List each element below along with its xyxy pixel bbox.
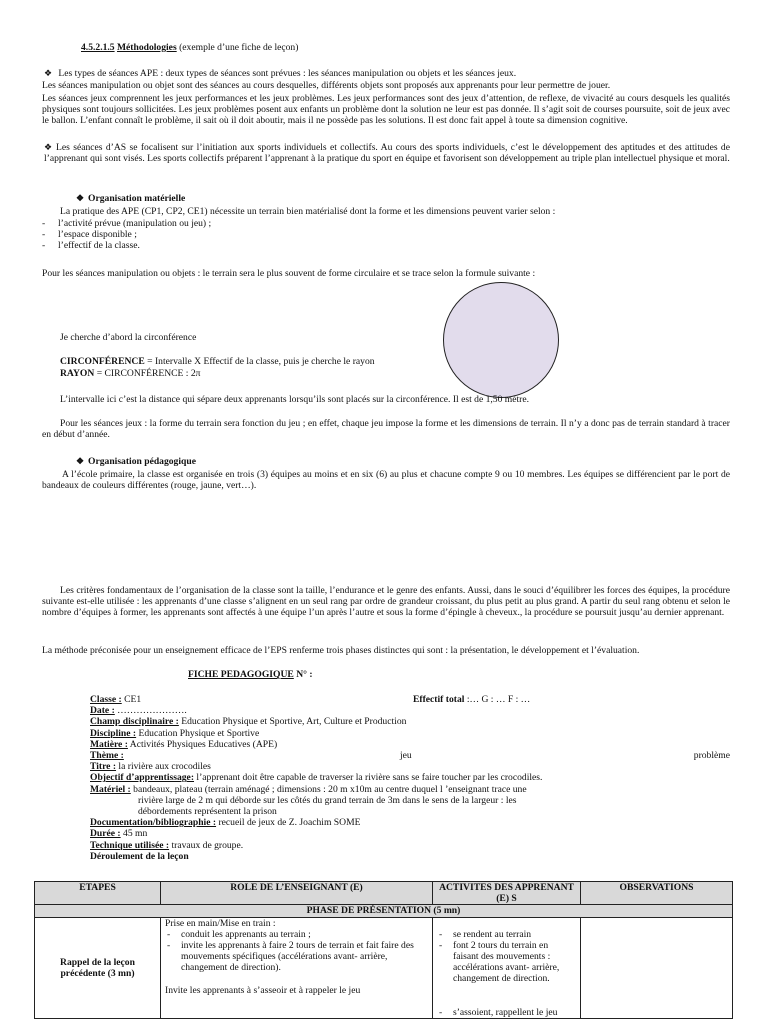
col-header-activites: ACTIVITES DES APPRENANT (E) S [433, 882, 581, 905]
col-header-observations: OBSERVATIONS [581, 882, 733, 905]
table-row [35, 917, 733, 1018]
row-label-rappel: Rappel de la leçon précédente (3 mn) [35, 917, 161, 1018]
list-item: - font 2 tours du terrain en faisant des mouvements : accélérations avant- arrière, changement de direction. [437, 940, 576, 985]
table-header-row [35, 882, 733, 905]
list-item: - s’assoient, rappellent le jeu [437, 1007, 576, 1018]
org-materielle-title: ❖ Organisation matérielle [76, 193, 186, 204]
fiche-title: FICHE PEDAGOGIQUE N° : [188, 669, 313, 680]
list-item: - se rendent au terrain [437, 929, 576, 940]
fiche-materiel-line2: rivière large de 2 m qui déborde sur les côtés du grand terrain de 3m dans le sens de la largeur : les [138, 794, 517, 806]
paragraph-circonference: Je cherche d’abord la circonférence [60, 332, 197, 343]
col-header-etapes: ETAPES [35, 882, 161, 905]
terrain-circle-diagram [443, 282, 559, 398]
section-number: 4.5.2.1.5 [81, 42, 115, 53]
paragraph-intervalle: L’intervalle ici c’est la distance qui sépare deux apprenants lorsqu’ils sont placés sur la circonférence. Il est de 1,50 mètre. [60, 394, 530, 405]
section-subtitle: (exemple d’une fiche de leçon) [179, 42, 299, 53]
paragraph-jeux-terrain: Pour les séances jeux : la forme du terrain sera fonction du jeu ; en effet, chaque jeu impose la forme et les dimensions de terrain. Il n’y a donc pas de terrain standard à tracer en début d’année. [42, 418, 730, 441]
bullet-types-seances [44, 68, 516, 79]
fiche-duree-row: Durée : 45 mn [90, 828, 148, 840]
paragraph-methode: La méthode préconisée pour un enseignement efficace de l’EPS renferme trois phases distinctes qui sont : la présentation, le développement et l’évaluation. [42, 645, 640, 656]
fiche-matiere-row: Matière : Activités Physiques Educatives (APE) [90, 738, 278, 750]
bullet-sports [44, 142, 730, 164]
fiche-materiel-row: Matériel : bandeaux, plateau (terrain aménagé ; dimensions : 20 m x10m au centre duquel l ’enseignant trace une [90, 783, 527, 795]
paragraph-terrain: Pour les séances manipulation ou objets : le terrain sera le plus souvent de forme circulaire et se trace selon la formule suivante : [42, 268, 536, 279]
list-item: - invite les apprenants à faire 2 tours de terrain et fait faire des mouvements spécifiques (accélérations avant- arrière, changement de direction). [165, 940, 428, 974]
section-heading [81, 42, 298, 53]
diamond-bullet-icon: ❖ [44, 142, 53, 152]
list-item: - conduit les apprenants au terrain ; [165, 929, 428, 940]
fiche-discipline-row: Discipline : Education Physique et Sportive [90, 727, 260, 739]
list-item: - l’activité prévue (manipulation ou jeu) ; [42, 218, 212, 229]
row-student-activities [433, 917, 581, 1018]
col-header-role-enseignant: ROLE DE L’ENSEIGNANT (E) [161, 882, 433, 905]
paragraph-manipulation: Les séances manipulation ou objet sont des séances au cours desquelles, différents objets sont proposés aux apprenants pour leur permettre de jouer. [42, 80, 611, 91]
diamond-bullet-icon: ❖ [76, 193, 85, 203]
fiche-date-row: Date : …………………. [90, 705, 187, 717]
fiche-classe-row: Classe : CE1 Effectif total :… G : … F : … [90, 694, 531, 705]
paragraph-jeux: Les séances jeux comprennent les jeux performances et les jeux problèmes. Les jeux performances sont des jeux d’attention, de reflexe, de vivacité au cours desquels les qualités physiques sont toujours sollicitées. Les jeux problèmes posent aux enfants un problème dont la solution ne leur est pas donnée. Il s’agit soit de courses poursuite, soit de jeux avec le ballon. L’enfant connaît le problème, il sait où il doit aboutir, mais il ne possède pas les solutions. Il est donc fait appel à toute sa dimension cognitive. [42, 93, 730, 127]
fiche-champ-row: Champ disciplinaire : Education Physique et Sportive, Art, Culture et Production [90, 716, 407, 728]
row-teacher-role: Prise en main/Mise en train : - conduit les apprenants au terrain ; - invite les apprenants à faire 2 tours de terrain et fait faire des mouvements spécifiques (accélérations avant- arrière, changement de direction). Invite les apprenants à s’asseoir et à rappeler le jeu [161, 917, 433, 1018]
paragraph-equipes: A l’école primaire, la classe est organisée en trois (3) équipes au moins et en six (6) au plus et chacune compte 9 ou 10 membres. Les équipes se différencient par le port de bandeaux de couleurs différentes (rouge, jaune, vert…). [42, 469, 730, 492]
table-phase-row [35, 905, 733, 917]
org-materielle-list [42, 218, 211, 252]
list-item: - l’espace disponible ; [42, 229, 137, 241]
fiche-doc-row: Documentation/bibliographie : recueil de jeux de Z. Joachim SOME [90, 817, 361, 829]
bullet-text: Les séances d’AS se focalisent sur l’initiation aux sports individuels et collectifs. Au cours des sports individuels, c’est le développement des aptitudes et des attitudes de l’apprenant qui sont visés. Les sports collectifs préparent l’apprenant à la pratique du sport en équipe et favorisent son développement au triple plan intellectuel physique et moral. [44, 142, 730, 165]
paragraph-criteres: Les critères fondamentaux de l’organisation de la classe sont la taille, l’endurance et le genre des enfants. Aussi, dans le souci d’équilibrer les forces des équipes, la procédure suivante est-elle utilisée : les apprenants d’une classe s’alignent en un seul rang par ordre de grandeur croissant, du plus petit au plus grand. A partir du seul rang obtenu et selon le nombre d’équipes à former, les apprenants sont affectés à une équipe l’un après l’autre et sous la forme d’épingle à cheveux., la procédure se poursuit jusqu’au dernier apprenant. [42, 585, 730, 619]
fiche-objectif-row: Objectif d’apprentissage: l’apprenant doit être capable de traverser la rivière sans se faire toucher par les crocodiles. [90, 772, 543, 784]
section-title: Méthodologies [116, 42, 177, 53]
fiche-details [90, 694, 730, 862]
fiche-deroulement-label: Déroulement de la leçon [90, 850, 189, 862]
org-materielle-intro: La pratique des APE (CP1, CP2, CE1) nécessite un terrain bien matérialisé dont la forme et les dimensions peuvent varier selon : [60, 206, 556, 217]
fiche-titre-row: Titre : la rivière aux crocodiles [90, 761, 211, 773]
row-observations [581, 917, 733, 1018]
list-item: - l’effectif de la classe. [42, 240, 140, 252]
formula-circonference: CIRCONFÉRENCE = Intervalle X Effectif de la classe, puis je cherche le rayon [60, 356, 375, 367]
phase-presentation: PHASE DE PRÉSENTATION (5 mn) [35, 905, 733, 917]
lesson-table [34, 881, 733, 1019]
formula-rayon: RAYON = CIRCONFÉRENCE : 2π [60, 368, 201, 379]
fiche-materiel-line3: débordements représentent la prison [138, 806, 277, 818]
org-pedagogique-title: ❖ Organisation pédagogique [76, 456, 196, 467]
fiche-technique-row: Technique utilisée : travaux de groupe. [90, 839, 244, 851]
bullet-text: Les types de séances APE : deux types de séances sont prévues : les séances manipulation ou objets et les séances jeux. [58, 68, 517, 79]
diamond-bullet-icon: ❖ [76, 456, 85, 466]
fiche-theme-row: Thème : jeu problème [90, 750, 730, 762]
diamond-bullet-icon: ❖ [44, 68, 53, 78]
